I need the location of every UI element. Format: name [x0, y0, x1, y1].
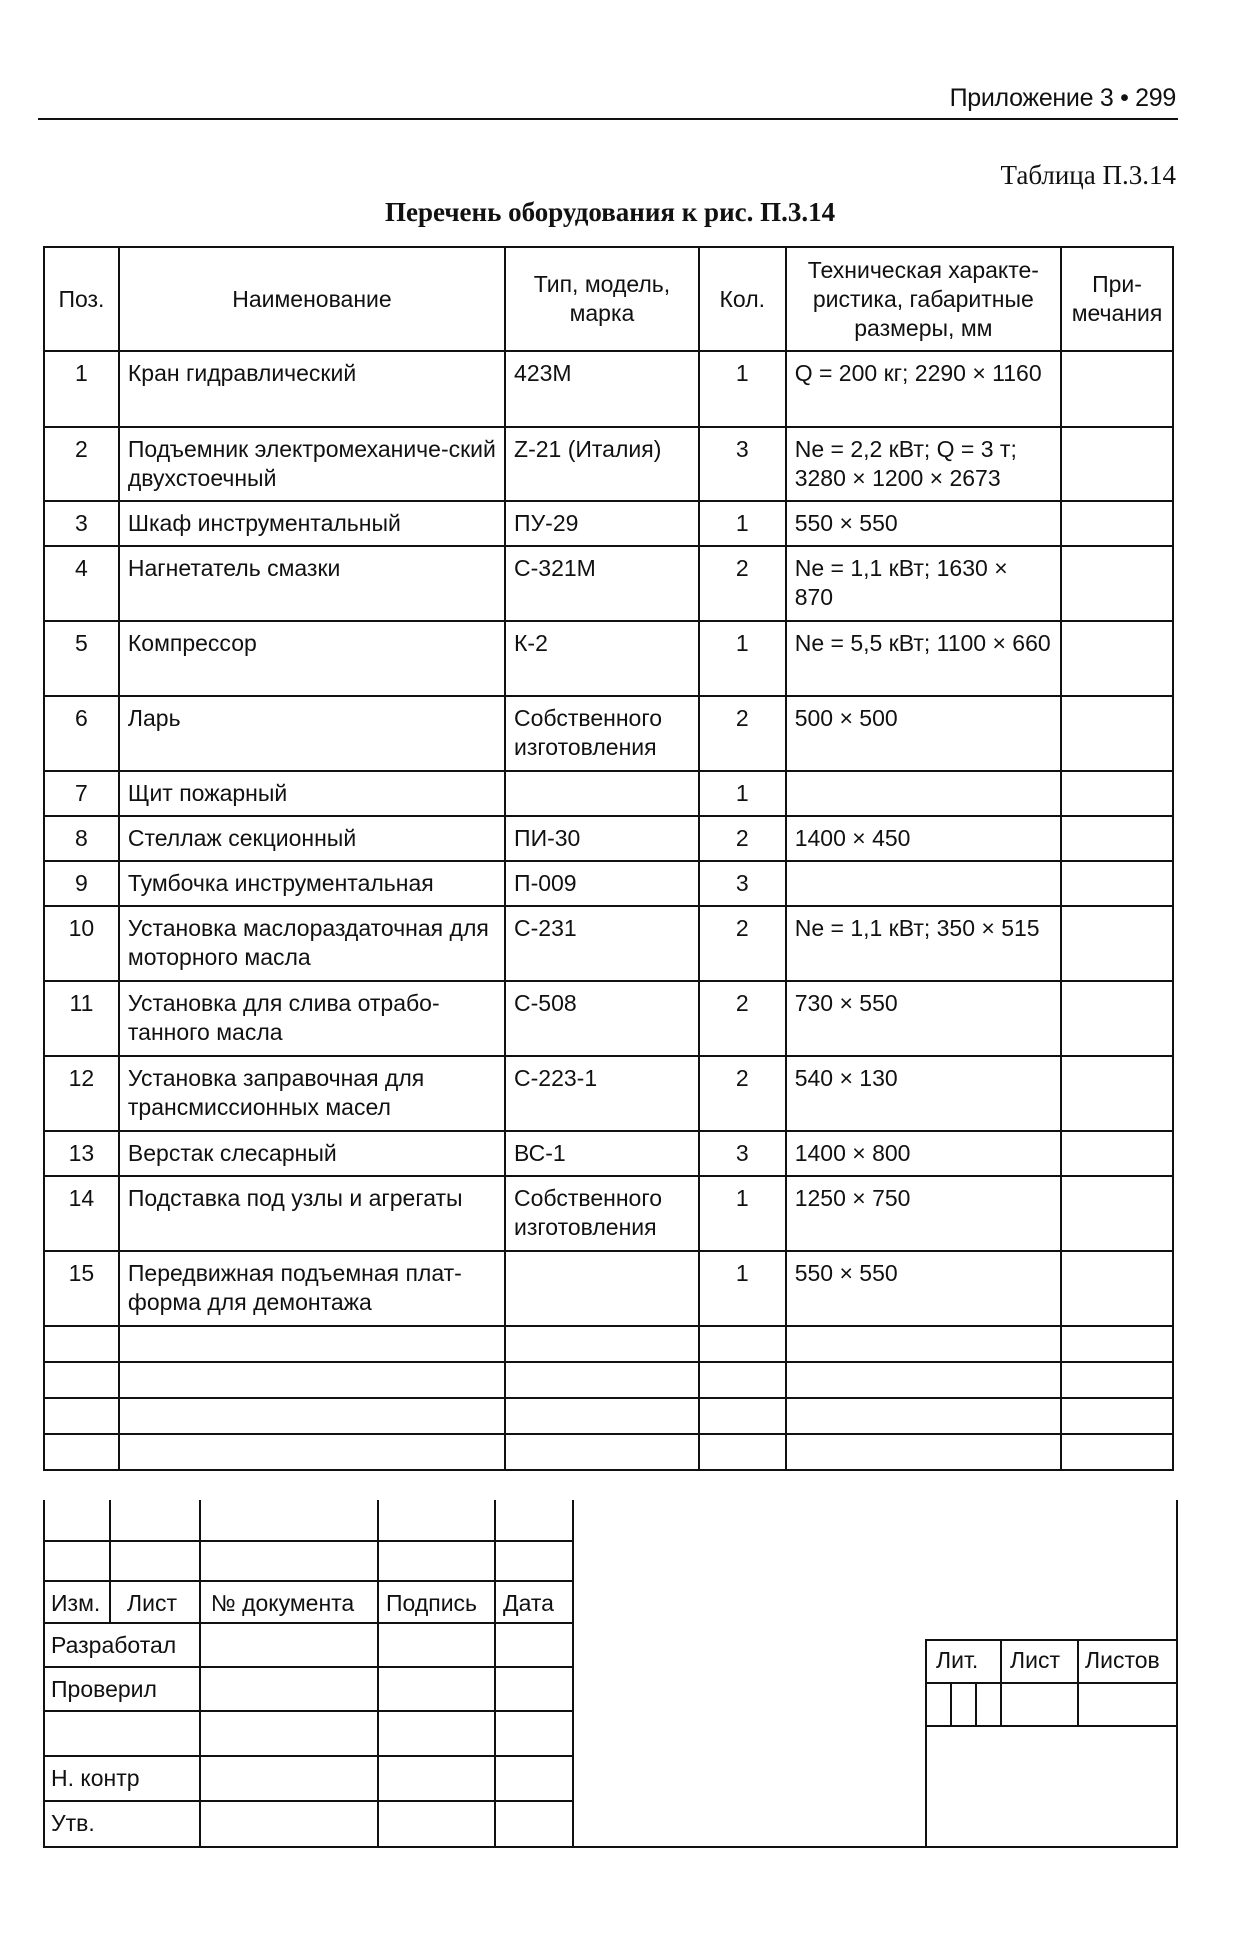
stamp-divider	[45, 1540, 572, 1542]
table-row	[44, 501, 1173, 546]
cell-spec: 540 × 130	[786, 1056, 1061, 1131]
empty-cell	[505, 1398, 699, 1434]
cell-spec	[786, 771, 1061, 816]
empty-row	[44, 1434, 1173, 1470]
empty-cell	[1061, 1398, 1173, 1434]
cell-pos: 12	[44, 1056, 119, 1131]
table-row	[44, 906, 1173, 981]
empty-cell	[505, 1434, 699, 1470]
table-title: Перечень оборудования к рис. П.3.14	[385, 197, 836, 227]
cell-pos: 3	[44, 501, 119, 546]
cell-name: Нагнетатель смазки	[119, 546, 505, 621]
empty-cell	[44, 1398, 119, 1434]
cell-qty: 1	[699, 771, 786, 816]
cell-name: Установка для слива отрабо-танного масла	[119, 981, 505, 1056]
stamp-divider	[45, 1580, 572, 1582]
stamp-divider	[925, 1725, 1176, 1727]
cell-qty: 2	[699, 1056, 786, 1131]
table-row	[44, 816, 1173, 861]
empty-cell	[119, 1362, 505, 1398]
stamp-label-izm: Изм.	[51, 1590, 101, 1616]
stamp-label-approved: Утв.	[51, 1810, 95, 1836]
stamp-divider	[45, 1710, 572, 1712]
stamp-divider	[925, 1639, 1176, 1641]
cell-qty: 3	[699, 861, 786, 906]
cell-type: Z-21 (Италия)	[505, 427, 699, 501]
cell-note	[1061, 1251, 1173, 1326]
table-row	[44, 981, 1173, 1056]
cell-spec: 500 × 500	[786, 696, 1061, 771]
empty-cell	[119, 1326, 505, 1362]
cell-spec: 1400 × 800	[786, 1131, 1061, 1176]
cell-note	[1061, 906, 1173, 981]
stamp-divider	[494, 1500, 496, 1846]
table-number: Таблица П.3.14	[1000, 160, 1176, 190]
table-row	[44, 546, 1173, 621]
stamp-label-developed: Разработал	[51, 1632, 177, 1658]
stamp-divider	[45, 1622, 572, 1624]
cell-type: С-321М	[505, 546, 699, 621]
cell-qty: 3	[699, 1131, 786, 1176]
cell-spec: 730 × 550	[786, 981, 1061, 1056]
cell-type: Собственного изготовления	[505, 696, 699, 771]
empty-cell	[786, 1326, 1061, 1362]
cell-spec: 550 × 550	[786, 1251, 1061, 1326]
cell-spec: Ne = 1,1 кВт; 350 × 515	[786, 906, 1061, 981]
title-block-stamp	[43, 1500, 1178, 1848]
empty-cell	[786, 1362, 1061, 1398]
cell-pos: 15	[44, 1251, 119, 1326]
cell-type: К-2	[505, 621, 699, 696]
cell-spec: Ne = 2,2 кВт; Q = 3 т; 3280 × 1200 × 2673	[786, 427, 1061, 501]
cell-spec	[786, 861, 1061, 906]
cell-type: П-009	[505, 861, 699, 906]
cell-pos: 5	[44, 621, 119, 696]
empty-cell	[44, 1362, 119, 1398]
cell-qty: 1	[699, 351, 786, 427]
cell-name: Установка заправочная для трансмиссионных масел	[119, 1056, 505, 1131]
cell-note	[1061, 501, 1173, 546]
cell-note	[1061, 621, 1173, 696]
cell-name: Подъемник электромеханиче-ский двухстоечный	[119, 427, 505, 501]
cell-note	[1061, 1056, 1173, 1131]
empty-cell	[699, 1434, 786, 1470]
cell-note	[1061, 427, 1173, 501]
cell-note	[1061, 981, 1173, 1056]
stamp-label-signature: Подпись	[386, 1590, 478, 1616]
cell-spec: Q = 200 кг; 2290 × 1160	[786, 351, 1061, 427]
stamp-divider	[925, 1639, 927, 1846]
stamp-label-checked: Проверил	[51, 1676, 157, 1702]
empty-row	[44, 1398, 1173, 1434]
cell-name: Ларь	[119, 696, 505, 771]
cell-name: Тумбочка инструментальная	[119, 861, 505, 906]
cell-name: Подставка под узлы и агрегаты	[119, 1176, 505, 1251]
cell-type: С-223-1	[505, 1056, 699, 1131]
cell-pos: 14	[44, 1176, 119, 1251]
cell-type: С-508	[505, 981, 699, 1056]
column-header-spec: Техническая характе-ристика, габаритные размеры, мм	[786, 247, 1061, 351]
table-row	[44, 351, 1173, 427]
table-row	[44, 427, 1173, 501]
cell-note	[1061, 771, 1173, 816]
stamp-divider	[572, 1500, 574, 1846]
cell-type: ПИ-30	[505, 816, 699, 861]
cell-spec: 1400 × 450	[786, 816, 1061, 861]
empty-cell	[786, 1398, 1061, 1434]
cell-pos: 6	[44, 696, 119, 771]
cell-type	[505, 1251, 699, 1326]
cell-spec: 1250 × 750	[786, 1176, 1061, 1251]
empty-cell	[505, 1362, 699, 1398]
cell-name: Установка маслораздаточная для моторного масла	[119, 906, 505, 981]
table-row	[44, 861, 1173, 906]
cell-pos: 11	[44, 981, 119, 1056]
cell-qty: 2	[699, 546, 786, 621]
cell-qty: 2	[699, 906, 786, 981]
column-header-name: Наименование	[119, 247, 505, 351]
stamp-label-sheet: Лист	[1010, 1647, 1060, 1673]
stamp-divider	[950, 1682, 952, 1725]
empty-cell	[44, 1434, 119, 1470]
cell-type: Собственного изготовления	[505, 1176, 699, 1251]
empty-cell	[786, 1434, 1061, 1470]
cell-type: ПУ-29	[505, 501, 699, 546]
table-row	[44, 1131, 1173, 1176]
stamp-label-lit: Лит.	[936, 1647, 979, 1673]
stamp-label-doc-no: № документа	[211, 1590, 355, 1616]
cell-pos: 8	[44, 816, 119, 861]
stamp-label-sheets: Листов	[1085, 1647, 1160, 1673]
cell-name: Кран гидравлический	[119, 351, 505, 427]
cell-pos: 9	[44, 861, 119, 906]
cell-pos: 1	[44, 351, 119, 427]
cell-note	[1061, 816, 1173, 861]
column-header-pos: Поз.	[44, 247, 119, 351]
empty-cell	[44, 1326, 119, 1362]
stamp-divider	[975, 1682, 977, 1725]
stamp-label-date: Дата	[503, 1590, 554, 1616]
table-row	[44, 1251, 1173, 1326]
stamp-divider	[1077, 1639, 1079, 1725]
cell-spec: Ne = 1,1 кВт; 1630 × 870	[786, 546, 1061, 621]
header-rule	[38, 118, 1178, 120]
stamp-divider	[109, 1500, 111, 1622]
cell-type	[505, 771, 699, 816]
stamp-divider	[925, 1682, 1176, 1684]
empty-row	[44, 1326, 1173, 1362]
stamp-label-norm-control: Н. контр	[51, 1765, 140, 1791]
cell-note	[1061, 351, 1173, 427]
stamp-divider	[45, 1800, 572, 1802]
cell-spec: Ne = 5,5 кВт; 1100 × 660	[786, 621, 1061, 696]
empty-cell	[1061, 1434, 1173, 1470]
cell-qty: 2	[699, 816, 786, 861]
cell-pos: 13	[44, 1131, 119, 1176]
cell-name: Шкаф инструментальный	[119, 501, 505, 546]
table-row	[44, 621, 1173, 696]
column-header-qty: Кол.	[699, 247, 786, 351]
empty-cell	[119, 1398, 505, 1434]
cell-pos: 2	[44, 427, 119, 501]
empty-cell	[1061, 1326, 1173, 1362]
cell-type: ВС-1	[505, 1131, 699, 1176]
stamp-divider	[1000, 1639, 1002, 1725]
empty-cell	[699, 1398, 786, 1434]
cell-type: С-231	[505, 906, 699, 981]
table-row	[44, 1056, 1173, 1131]
cell-qty: 1	[699, 1251, 786, 1326]
column-header-note: При-мечания	[1061, 247, 1173, 351]
stamp-label-list: Лист	[127, 1590, 177, 1616]
cell-note	[1061, 1131, 1173, 1176]
cell-qty: 3	[699, 427, 786, 501]
stamp-divider	[377, 1500, 379, 1846]
cell-type: 423М	[505, 351, 699, 427]
cell-name: Компрессор	[119, 621, 505, 696]
cell-qty: 2	[699, 696, 786, 771]
running-head: Приложение 3 • 299	[949, 84, 1176, 112]
column-header-type: Тип, модель, марка	[505, 247, 699, 351]
cell-note	[1061, 696, 1173, 771]
table-row	[44, 1176, 1173, 1251]
cell-qty: 2	[699, 981, 786, 1056]
empty-cell	[505, 1326, 699, 1362]
empty-cell	[119, 1434, 505, 1470]
stamp-divider	[199, 1500, 201, 1846]
cell-pos: 4	[44, 546, 119, 621]
cell-name: Верстак слесарный	[119, 1131, 505, 1176]
cell-name: Стеллаж секционный	[119, 816, 505, 861]
table-row	[44, 696, 1173, 771]
cell-note	[1061, 546, 1173, 621]
empty-cell	[699, 1326, 786, 1362]
cell-note	[1061, 861, 1173, 906]
cell-pos: 10	[44, 906, 119, 981]
cell-qty: 1	[699, 1176, 786, 1251]
empty-cell	[1061, 1362, 1173, 1398]
empty-cell	[699, 1362, 786, 1398]
cell-pos: 7	[44, 771, 119, 816]
table-header-row	[44, 247, 1173, 351]
cell-spec: 550 × 550	[786, 501, 1061, 546]
stamp-divider	[45, 1666, 572, 1668]
stamp-divider	[45, 1755, 572, 1757]
cell-name: Щит пожарный	[119, 771, 505, 816]
empty-row	[44, 1362, 1173, 1398]
equipment-table	[43, 246, 1174, 1471]
table-row	[44, 771, 1173, 816]
cell-note	[1061, 1176, 1173, 1251]
cell-qty: 1	[699, 501, 786, 546]
cell-name: Передвижная подъемная плат-форма для демонтажа	[119, 1251, 505, 1326]
cell-qty: 1	[699, 621, 786, 696]
